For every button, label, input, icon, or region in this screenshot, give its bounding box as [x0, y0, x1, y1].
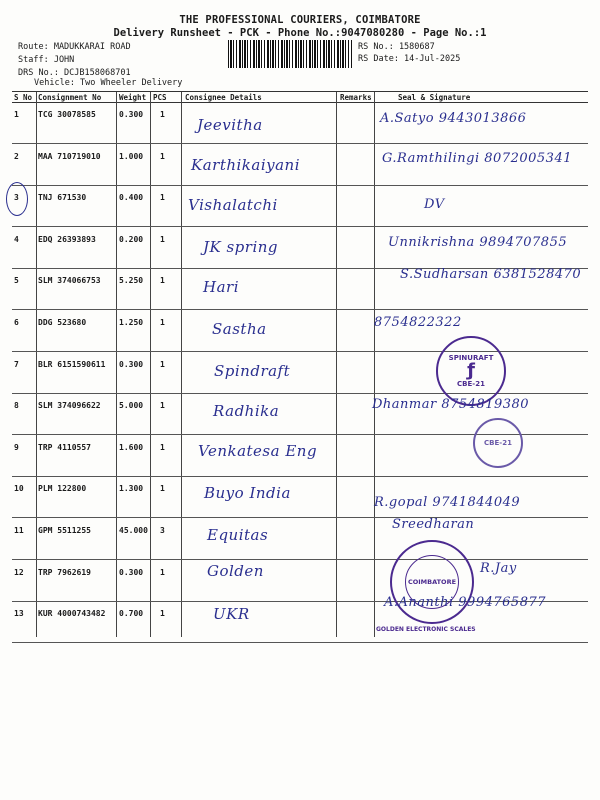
weight-value: 0.300 — [119, 567, 144, 577]
consignee-handwriting: Karthikaiyani — [191, 156, 301, 174]
handwritten-circle-mark — [6, 182, 28, 216]
golden-scales-stamp: COIMBATORE — [390, 540, 474, 624]
weight-value: 45.000 — [119, 526, 148, 535]
weight-value: 1.000 — [119, 151, 144, 161]
weight-value: 1.250 — [119, 318, 144, 327]
signature-handwriting: S.Sudharsan 6381528470 — [400, 267, 582, 282]
weight-value: 0.200 — [119, 234, 144, 244]
signature-handwriting: Dhanmar 8754819380 — [372, 397, 530, 412]
pcs-value: 1 — [160, 484, 165, 494]
consignee-handwriting: Sastha — [212, 320, 267, 338]
pcs-value: 1 — [160, 276, 165, 286]
weight-value: 0.300 — [119, 359, 144, 369]
consignee-handwriting: Venkatesa Eng — [198, 442, 318, 460]
row-sno: 11 — [14, 526, 24, 535]
signature-handwriting: A.Satyo 9443013866 — [380, 111, 527, 126]
row-sno: 7 — [14, 359, 19, 369]
consignment-number: GPM 5511255 — [38, 526, 91, 535]
consignee-handwriting: Equitas — [207, 526, 269, 544]
signature-handwriting: R.gopal 9741844049 — [374, 495, 521, 510]
consignment-number: EDQ 26393893 — [38, 234, 96, 244]
pcs-value: 1 — [160, 359, 165, 369]
pcs-value: 3 — [160, 526, 165, 535]
row-sno: 1 — [14, 110, 19, 119]
col-consignment: Consignment No — [38, 93, 102, 102]
table-top-rule — [12, 91, 588, 92]
consignment-number: DDG 523680 — [38, 318, 87, 327]
barcode-image — [228, 40, 352, 68]
row-sno: 2 — [14, 151, 19, 161]
pcs-value: 1 — [160, 567, 165, 577]
signature-handwriting: R.Jay — [480, 561, 517, 576]
vehicle-field: Vehicle: Two Wheeler Delivery — [34, 78, 183, 88]
col-sno: S No — [14, 93, 33, 102]
consignment-number: BLR 6151590611 — [38, 359, 106, 369]
signature-handwriting: DV — [424, 197, 445, 212]
consignment-number: SLM 374066753 — [38, 276, 101, 286]
row-sno: 12 — [14, 567, 24, 577]
weight-value: 1.300 — [119, 484, 144, 494]
row-sno: 4 — [14, 234, 19, 244]
consignment-number: TRP 7962619 — [38, 567, 91, 577]
consignee-handwriting: Vishalatchi — [188, 196, 278, 214]
pcs-value: 1 — [160, 193, 165, 203]
signature-handwriting: A.Ananthi 9994765877 — [384, 595, 547, 610]
table-row — [12, 186, 588, 227]
consignment-number: PLM 122800 — [38, 484, 87, 494]
col-remarks: Remarks — [340, 93, 372, 102]
golden-stamp-ring-text: GOLDEN ELECTRONIC SCALES — [376, 626, 476, 633]
consignee-handwriting: JK spring — [203, 238, 279, 256]
row-sno: 9 — [14, 442, 19, 452]
weight-value: 5.000 — [119, 401, 144, 411]
row-sno: 5 — [14, 276, 19, 286]
document-title: THE PROFESSIONAL COURIERS, COIMBATORE — [179, 14, 421, 26]
col-pcs: PCS — [153, 93, 167, 102]
pcs-value: 1 — [160, 442, 165, 452]
consignment-number: TNJ 671530 — [38, 193, 87, 203]
consignee-handwriting: Hari — [203, 278, 239, 296]
row-sno: 8 — [14, 401, 19, 411]
consignment-number: TCG 30078585 — [38, 110, 96, 119]
document-subtitle: Delivery Runsheet - PCK - Phone No.:9047080280 - Page No.:1 — [113, 27, 487, 39]
pcs-value: 1 — [160, 318, 165, 327]
consignment-number: TRP 4110557 — [38, 442, 91, 452]
row-sno: 10 — [14, 484, 24, 494]
spinuraft-stamp: SPINURAFT ƒ CBE-21 — [436, 336, 506, 406]
pcs-value: 1 — [160, 151, 165, 161]
row-sno: 6 — [14, 318, 19, 327]
consignee-handwriting: Golden — [207, 562, 264, 580]
drs-number: DRS No.: DCJB158068701 — [18, 68, 131, 78]
row-rule — [12, 642, 588, 643]
consignee-handwriting: UKR — [213, 605, 250, 623]
weight-value: 0.700 — [119, 609, 144, 619]
pcs-value: 1 — [160, 401, 165, 411]
signature-handwriting: 8754822322 — [374, 315, 462, 330]
consignee-handwriting: Jeevitha — [197, 116, 263, 134]
weight-value: 0.400 — [119, 193, 144, 203]
consignee-handwriting: Buyo India — [204, 484, 291, 502]
row-sno: 13 — [14, 609, 24, 619]
col-weight: Weight — [119, 93, 147, 102]
consignee-handwriting: Spindraft — [214, 362, 291, 380]
weight-value: 0.300 — [119, 110, 144, 119]
signature-handwriting: Unnikrishna 9894707855 — [388, 235, 568, 250]
consignment-number: SLM 374096622 — [38, 401, 101, 411]
weight-value: 1.600 — [119, 442, 144, 452]
row-sno: 3 — [14, 193, 19, 203]
signature-handwriting: Sreedharan — [392, 517, 475, 532]
consignment-number: KUR 4000743482 — [38, 609, 106, 619]
table-row — [12, 311, 588, 352]
signature-handwriting: G.Ramthilingi 8072005341 — [382, 151, 572, 166]
staff-field: Staff: JOHN — [18, 55, 75, 65]
route-field: Route: MADUKKARAI ROAD — [18, 42, 131, 52]
pcs-value: 1 — [160, 609, 165, 619]
col-seal: Seal & Signature — [398, 93, 471, 102]
table-row — [12, 519, 588, 560]
pcs-value: 1 — [160, 234, 165, 244]
consignee-handwriting: Radhika — [213, 402, 280, 420]
consignment-number: MAA 710719010 — [38, 151, 101, 161]
weight-value: 5.250 — [119, 276, 144, 286]
pcs-value: 1 — [160, 110, 165, 119]
rs-number: RS No.: 1580687 — [358, 42, 435, 52]
cbe21-stamp: CBE-21 — [473, 418, 523, 468]
col-consignee: Consignee Details — [185, 93, 262, 102]
rs-date: RS Date: 14-Jul-2025 — [358, 54, 461, 64]
